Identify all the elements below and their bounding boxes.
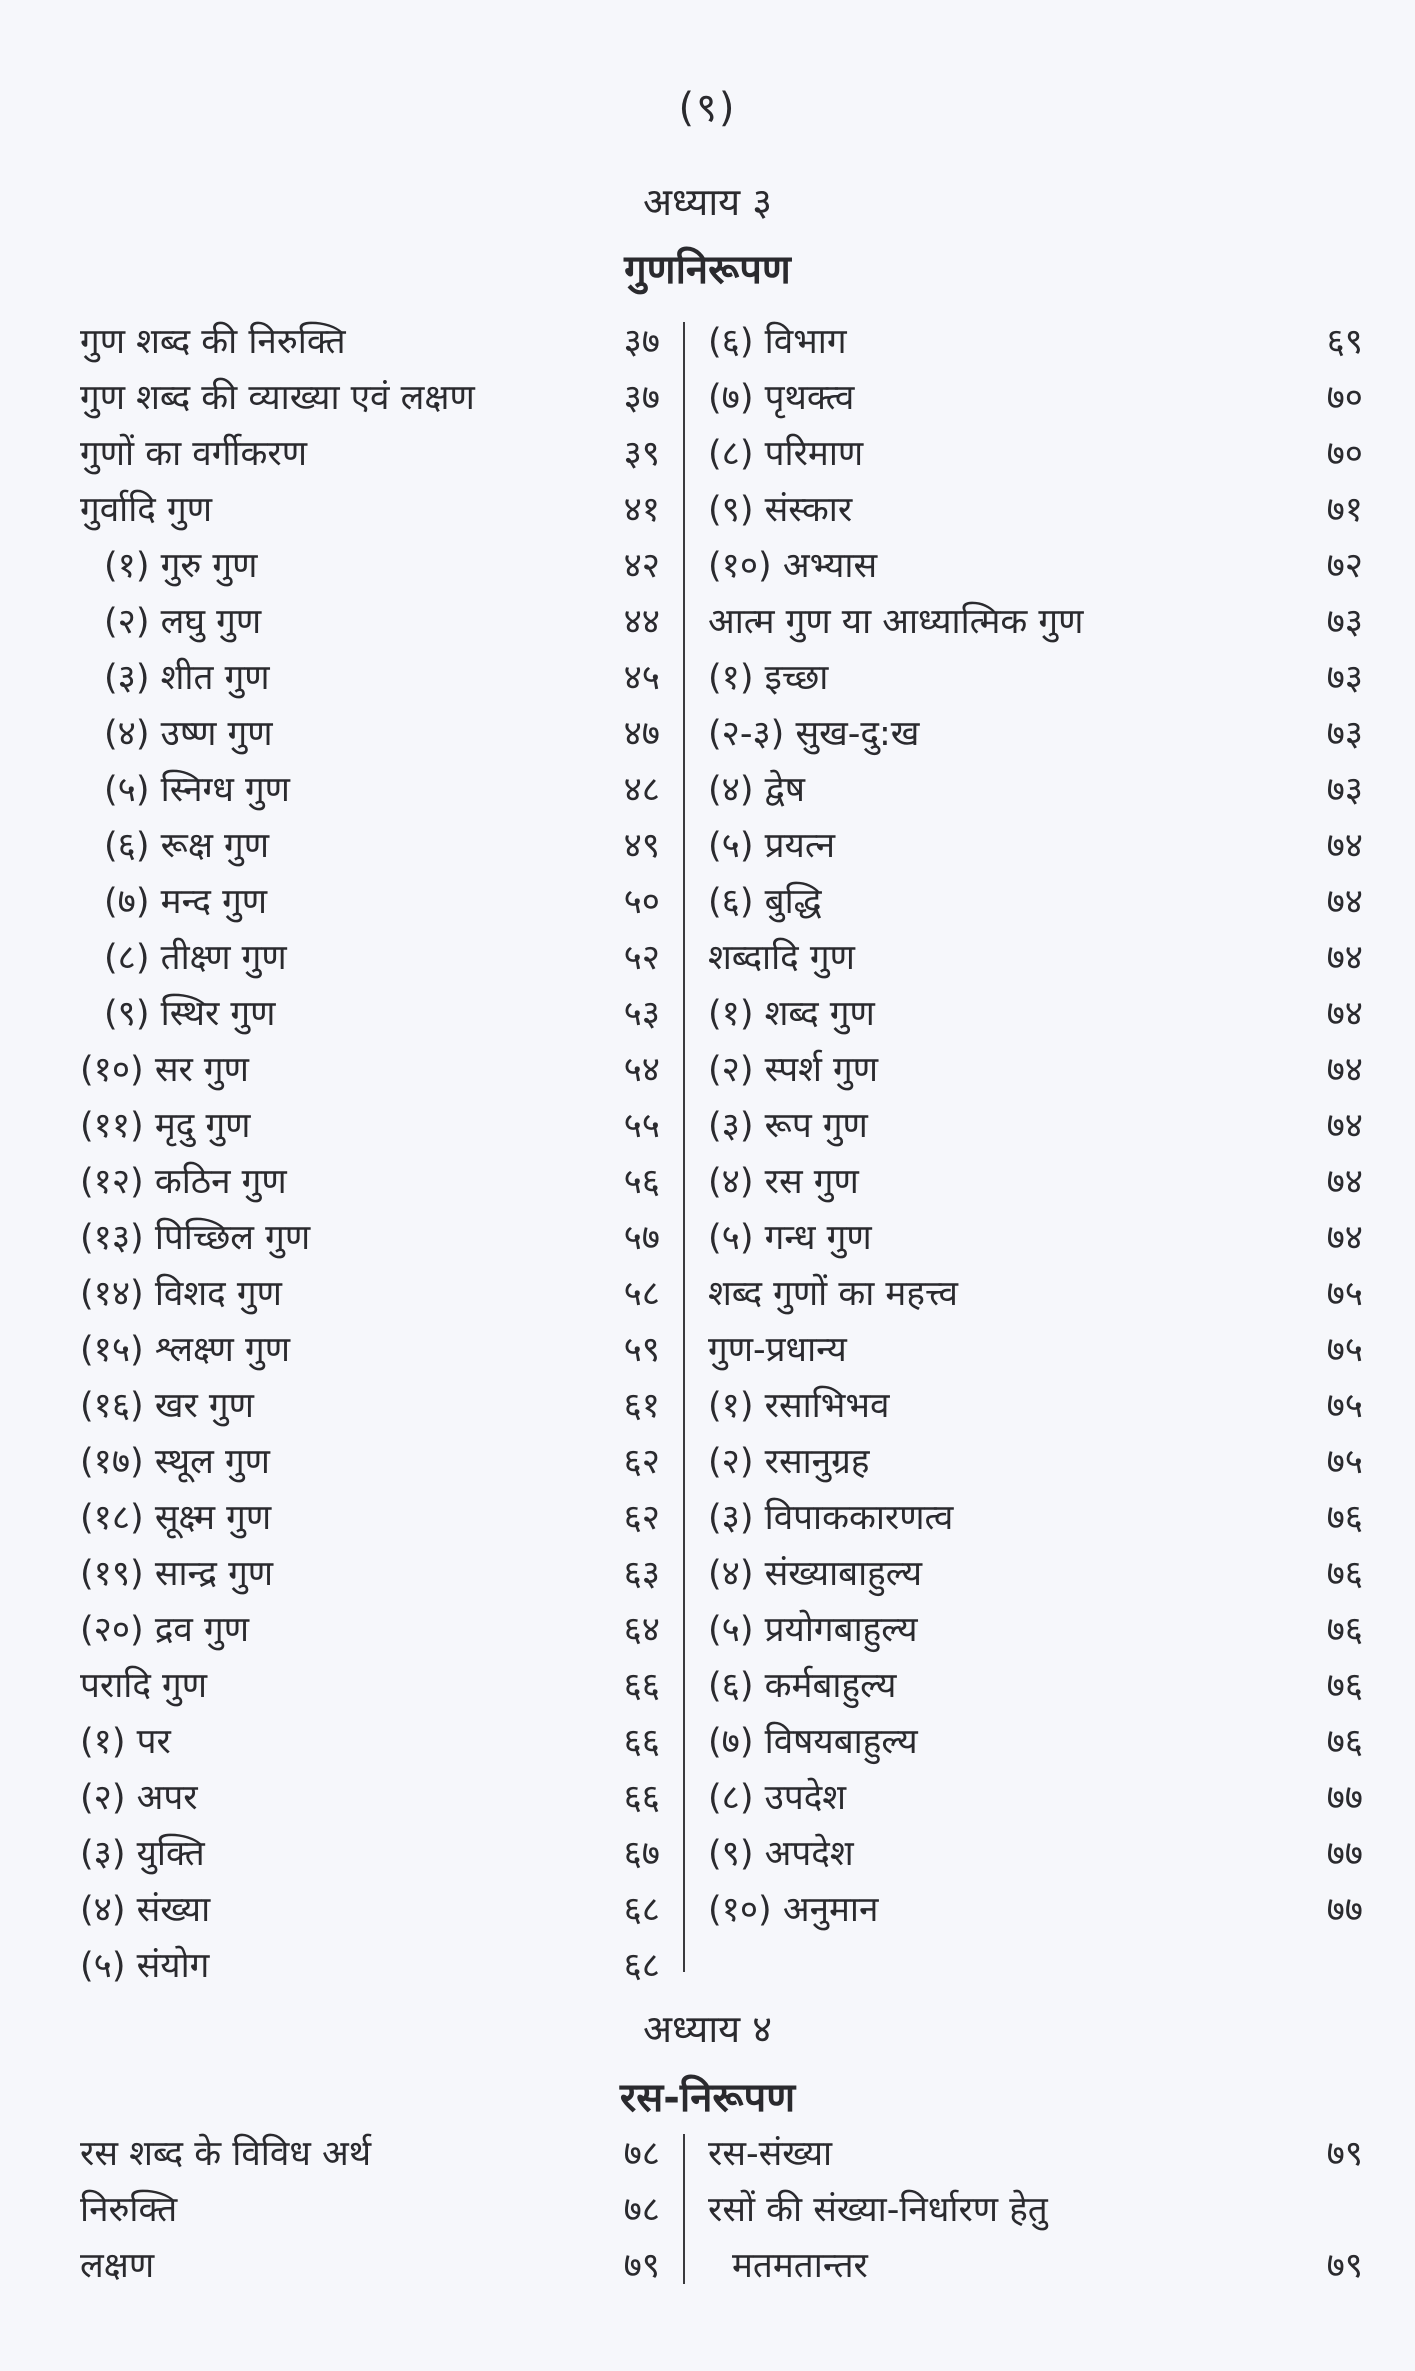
toc-entry-page: ७५ (1326, 1274, 1363, 1314)
toc-entry (80, 1490, 660, 1546)
toc-entry (80, 314, 660, 370)
toc-entry-title: (१) रसाभिभव (708, 1386, 890, 1426)
toc-entry (708, 930, 1363, 986)
toc-entry (708, 986, 1363, 1042)
toc-entry-title: (९) स्थिर गुण (104, 994, 276, 1034)
toc-entry-page: ७३ (1326, 770, 1363, 810)
toc-entry-page: ७६ (1326, 1498, 1363, 1538)
toc-entry-page: ४१ (623, 490, 660, 530)
toc-entry (80, 1714, 660, 1770)
toc-entry-title: (६) कर्मबाहुल्य (708, 1666, 897, 1706)
toc-entry-title: (१) शब्द गुण (708, 994, 875, 1034)
toc-entry-title: (२) अपर (80, 1778, 198, 1818)
toc-entry (80, 874, 660, 930)
toc-entry (708, 1882, 1363, 1938)
toc-entry-page: ७६ (1326, 1554, 1363, 1594)
toc-entry-page: ६२ (623, 1498, 660, 1538)
toc-entry (708, 2182, 1363, 2238)
toc-entry (708, 706, 1363, 762)
toc-entry-page: ७९ (1326, 2134, 1363, 2174)
toc-entry-page: ७४ (1326, 882, 1363, 922)
toc-entry-page: ७९ (1326, 2246, 1363, 2286)
toc-entry (708, 482, 1363, 538)
toc-entry-title: गुण-प्रधान्य (708, 1330, 847, 1370)
toc-entry-title: (२) लघु गुण (104, 602, 262, 642)
toc-entry-title: (५) प्रयत्न (708, 826, 836, 866)
toc-entry-page: ५५ (623, 1106, 660, 1146)
toc-entry-title: (१९) सान्द्र गुण (80, 1554, 274, 1594)
toc-entry-page: ७४ (1326, 1050, 1363, 1090)
chapter-3-title: गुणनिरूपण (624, 247, 791, 293)
chapter-3-left-column (80, 314, 660, 1994)
toc-entry-page: ७७ (1326, 1834, 1363, 1874)
toc-entry (80, 1378, 660, 1434)
toc-entry (80, 426, 660, 482)
toc-entry-title: आत्म गुण या आध्यात्मिक गुण (708, 602, 1084, 642)
toc-entry (80, 1770, 660, 1826)
toc-entry-title: (५) संयोग (80, 1946, 210, 1986)
toc-entry (80, 1042, 660, 1098)
toc-entry-page: ६८ (623, 1890, 660, 1930)
toc-entry-title: (४) द्वेष (708, 770, 805, 810)
toc-entry-title: (१२) कठिन गुण (80, 1162, 287, 1202)
toc-entry (708, 818, 1363, 874)
toc-entry-page: ४५ (623, 658, 660, 698)
toc-entry-page: ७२ (1326, 546, 1363, 586)
toc-entry-title: (३) शीत गुण (104, 658, 270, 698)
page-number: (९) (678, 85, 737, 131)
toc-entry-page: ६६ (623, 1778, 660, 1818)
toc-entry (708, 1714, 1363, 1770)
toc-entry-page: ७९ (623, 2246, 660, 2286)
toc-entry-title: (६) रूक्ष गुण (104, 826, 270, 866)
toc-entry-title: गुणों का वर्गीकरण (80, 434, 308, 474)
toc-entry (80, 1546, 660, 1602)
toc-entry-title: लक्षण (80, 2246, 155, 2286)
toc-entry-title: (४) संख्या (80, 1890, 211, 1930)
toc-entry-page: ६२ (623, 1442, 660, 1482)
toc-entry-title: गुर्वादि गुण (80, 490, 213, 530)
toc-entry-title: (१०) अनुमान (708, 1890, 879, 1930)
toc-entry-title: (१४) विशद गुण (80, 1274, 282, 1314)
toc-entry (708, 1770, 1363, 1826)
toc-entry (708, 594, 1363, 650)
toc-entry (80, 1938, 660, 1994)
toc-entry-page: ५० (623, 882, 660, 922)
toc-entry (708, 762, 1363, 818)
toc-entry-title: (३) युक्ति (80, 1834, 205, 1874)
chapter-4-contents (80, 2126, 1363, 2316)
toc-entry (80, 1210, 660, 1266)
toc-entry (80, 1098, 660, 1154)
toc-entry-title: (८) तीक्ष्ण गुण (104, 938, 287, 978)
toc-entry-page: ४८ (623, 770, 660, 810)
toc-entry-page: ४२ (623, 546, 660, 586)
toc-entry-title: (८) परिमाण (708, 434, 864, 474)
toc-entry-page: ४४ (623, 602, 660, 642)
toc-entry-page: ३९ (623, 434, 660, 474)
chapter-3-right-column (708, 314, 1363, 1938)
toc-entry-page: ७५ (1326, 1442, 1363, 1482)
toc-entry-page: ५३ (623, 994, 660, 1034)
toc-entry-page: ७७ (1326, 1890, 1363, 1930)
toc-entry-title: शब्दादि गुण (708, 938, 855, 978)
toc-entry-page: ६३ (623, 1554, 660, 1594)
toc-entry (708, 1546, 1363, 1602)
toc-entry (80, 1826, 660, 1882)
toc-entry-title: (२०) द्रव गुण (80, 1610, 250, 1650)
toc-entry-title: रस शब्द के विविध अर्थ (80, 2134, 372, 2174)
toc-entry-page: ५४ (623, 1050, 660, 1090)
toc-entry-page: ७० (1326, 378, 1363, 418)
toc-entry (80, 1154, 660, 1210)
toc-entry-title: (७) मन्द गुण (104, 882, 268, 922)
toc-entry-title: रसों की संख्या-निर्धारण हेतु (708, 2190, 1048, 2230)
toc-entry (80, 482, 660, 538)
toc-entry (708, 1826, 1363, 1882)
toc-entry-page: ७८ (623, 2190, 660, 2230)
toc-entry-title: निरुक्ति (80, 2190, 178, 2230)
toc-entry (80, 538, 660, 594)
toc-entry-page: ७३ (1326, 602, 1363, 642)
toc-entry-page: ७४ (1326, 826, 1363, 866)
toc-entry-title: (१०) अभ्यास (708, 546, 878, 586)
toc-entry (708, 538, 1363, 594)
toc-entry-title: (९) संस्कार (708, 490, 853, 530)
toc-entry-title: (३) रूप गुण (708, 1106, 868, 1146)
toc-entry (708, 650, 1363, 706)
toc-entry-page: ७४ (1326, 938, 1363, 978)
column-divider (683, 322, 685, 1972)
toc-entry (708, 1266, 1363, 1322)
toc-entry-page: ७४ (1326, 1106, 1363, 1146)
toc-entry-page: ७५ (1326, 1386, 1363, 1426)
chapter-4-right-column (708, 2126, 1363, 2294)
chapter-4-left-column (80, 2126, 660, 2294)
toc-entry (80, 986, 660, 1042)
toc-entry-page: ५९ (623, 1330, 660, 1370)
toc-entry-page: ४७ (623, 714, 660, 754)
toc-entry-title: (४) उष्ण गुण (104, 714, 273, 754)
toc-entry (80, 1434, 660, 1490)
toc-entry-title: (१०) सर गुण (80, 1050, 249, 1090)
toc-entry (80, 1602, 660, 1658)
toc-entry (708, 1098, 1363, 1154)
toc-entry-title: (४) संख्याबाहुल्य (708, 1554, 923, 1594)
column-divider (683, 2134, 685, 2284)
toc-entry (80, 370, 660, 426)
toc-entry-page: ७५ (1326, 1330, 1363, 1370)
toc-entry-page: ६४ (623, 1610, 660, 1650)
toc-entry-page: ७६ (1326, 1666, 1363, 1706)
toc-entry-page: ६६ (623, 1722, 660, 1762)
toc-entry-page: ६८ (623, 1946, 660, 1986)
toc-entry (80, 2238, 660, 2294)
toc-entry-title: (२) स्पर्श गुण (708, 1050, 879, 1090)
toc-entry-title: रस-संख्या (708, 2134, 833, 2174)
toc-entry-page: ७८ (623, 2134, 660, 2174)
toc-entry-page: ५६ (623, 1162, 660, 1202)
toc-entry-title: परादि गुण (80, 1666, 208, 1706)
toc-entry-page: ७४ (1326, 1162, 1363, 1202)
toc-entry-page: ६१ (623, 1386, 660, 1426)
toc-entry-title: (१३) पिच्छिल गुण (80, 1218, 311, 1258)
chapter-3-label: अध्याय ३ (642, 180, 773, 224)
toc-entry (80, 594, 660, 650)
toc-entry-title: (३) विपाककारणत्व (708, 1498, 954, 1538)
toc-entry-title: (५) गन्ध गुण (708, 1218, 872, 1258)
toc-entry (708, 1042, 1363, 1098)
toc-entry (80, 706, 660, 762)
toc-entry (708, 1658, 1363, 1714)
toc-entry-title: (७) विषयबाहुल्य (708, 1722, 918, 1762)
toc-entry (80, 2182, 660, 2238)
toc-entry (80, 1266, 660, 1322)
toc-entry-title: (१७) स्थूल गुण (80, 1442, 270, 1482)
chapter-4-title: रस-निरूपण (619, 2075, 796, 2121)
toc-entry (80, 650, 660, 706)
toc-entry-page: ७३ (1326, 714, 1363, 754)
toc-entry-title: (१८) सूक्ष्म गुण (80, 1498, 272, 1538)
toc-entry-page: ७७ (1326, 1778, 1363, 1818)
toc-entry (708, 2238, 1363, 2294)
toc-entry-title: (१) पर (80, 1722, 171, 1762)
toc-entry-page: ३७ (623, 322, 660, 362)
toc-entry-title: (९) अपदेश (708, 1834, 854, 1874)
toc-entry-page: ७० (1326, 434, 1363, 474)
toc-entry (708, 1490, 1363, 1546)
toc-entry-title: (२-३) सुख-दु:ख (708, 714, 920, 754)
toc-entry-page: ७३ (1326, 658, 1363, 698)
toc-entry (708, 1210, 1363, 1266)
toc-entry-title: (७) पृथक्त्व (708, 378, 855, 418)
toc-entry (708, 2126, 1363, 2182)
toc-entry-page: ३७ (623, 378, 660, 418)
toc-entry-title: (५) स्निग्ध गुण (104, 770, 290, 810)
toc-entry-title: (११) मृदु गुण (80, 1106, 251, 1146)
toc-entry-title: (६) विभाग (708, 322, 847, 362)
toc-entry (708, 314, 1363, 370)
chapter-4-label: अध्याय ४ (642, 2007, 773, 2051)
toc-entry-page: ५७ (623, 1218, 660, 1258)
toc-entry (708, 1602, 1363, 1658)
toc-entry (708, 874, 1363, 930)
toc-entry (80, 818, 660, 874)
toc-entry (80, 1658, 660, 1714)
chapter-3-contents (80, 314, 1363, 2014)
toc-entry-title: (१६) खर गुण (80, 1386, 254, 1426)
toc-entry-page: ५८ (623, 1274, 660, 1314)
toc-entry-page: ६९ (1326, 322, 1363, 362)
toc-entry (708, 426, 1363, 482)
toc-entry (708, 370, 1363, 426)
toc-entry (80, 762, 660, 818)
toc-entry-title: (४) रस गुण (708, 1162, 859, 1202)
toc-entry-page: ४९ (623, 826, 660, 866)
toc-entry-title: (५) प्रयोगबाहुल्य (708, 1610, 918, 1650)
toc-entry-title: (१) इच्छा (708, 658, 829, 698)
toc-entry (80, 2126, 660, 2182)
toc-entry (708, 1378, 1363, 1434)
toc-entry-page: ६७ (623, 1834, 660, 1874)
toc-entry-title: (८) उपदेश (708, 1778, 847, 1818)
toc-entry-title: (१५) श्लक्ष्ण गुण (80, 1330, 291, 1370)
toc-entry-title: (१) गुरु गुण (104, 546, 258, 586)
toc-entry-title: गुण शब्द की निरुक्ति (80, 322, 346, 362)
toc-entry-page: ७६ (1326, 1610, 1363, 1650)
toc-entry-page: ७१ (1326, 490, 1363, 530)
toc-entry-title: मतमतान्तर (732, 2246, 868, 2286)
toc-entry (80, 930, 660, 986)
toc-entry-page: ७४ (1326, 1218, 1363, 1258)
toc-entry (80, 1322, 660, 1378)
toc-entry (708, 1154, 1363, 1210)
toc-entry (708, 1434, 1363, 1490)
toc-entry-page: ७६ (1326, 1722, 1363, 1762)
toc-entry (708, 1322, 1363, 1378)
toc-entry-page: ५२ (623, 938, 660, 978)
toc-entry-title: (६) बुद्धि (708, 882, 822, 922)
toc-entry (80, 1882, 660, 1938)
toc-entry-title: गुण शब्द की व्याख्या एवं लक्षण (80, 378, 475, 418)
toc-entry-title: शब्द गुणों का महत्त्व (708, 1274, 958, 1314)
toc-entry-page: ७४ (1326, 994, 1363, 1034)
toc-entry-title: (२) रसानुग्रह (708, 1442, 870, 1482)
toc-entry-page: ६६ (623, 1666, 660, 1706)
